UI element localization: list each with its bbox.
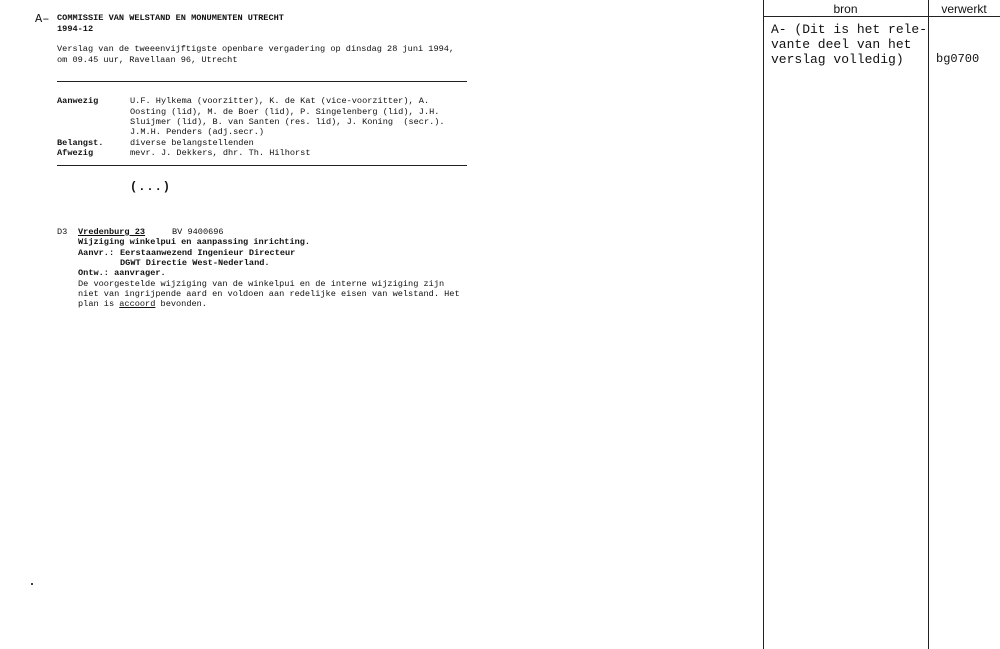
present-line-4: J.M.H. Penders (adj.secr.) [130, 127, 265, 137]
applicant-label: Aanvr.: [78, 248, 115, 258]
item-body-line-1: De voorgestelde wijziging van de winkelpui en de interne wijziging zijn [78, 279, 445, 289]
item-body-line-3-end: bevonden. [155, 299, 207, 309]
column-header-verwerkt: verwerkt [941, 2, 987, 16]
table-column-divider [928, 0, 929, 649]
meeting-intro-line-1: Verslag van de tweeenvijftigste openbare vergadering op dinsdag 28 juni 1994, [57, 44, 455, 54]
accord-word: accoord [119, 299, 156, 309]
scan-speck [31, 583, 33, 585]
item-address: Vredenburg 23 [78, 227, 146, 237]
applicant-line-1: Eerstaanwezend Ingenieur Directeur [120, 248, 296, 258]
item-body-line-3-start: plan is [78, 299, 120, 309]
item-bv-number: BV 9400696 [172, 227, 224, 237]
table-left-border [763, 0, 764, 649]
present-line-3: Sluijmer (lid), B. van Santen (res. lid), J. Koning (secr.). [130, 117, 445, 127]
divider-bottom [57, 165, 467, 166]
divider-top [57, 81, 467, 82]
bron-note-line-2: vante deel van het [771, 37, 912, 52]
applicant-line-2: DGWT Directie West-Nederland. [120, 258, 270, 268]
interested-value: diverse belangstellenden [130, 138, 254, 148]
meeting-intro-line-2: om 09.45 uur, Ravellaan 96, Utrecht [57, 55, 238, 65]
present-line-2: Oosting (lid), M. de Boer (lid), P. Singelenberg (lid), J.H. [130, 107, 440, 117]
document-reference: 1994-12 [57, 24, 94, 34]
interested-label: Belangst. [57, 138, 104, 148]
source-marker: A– [35, 12, 50, 26]
item-body-line-2: niet van ingrijpende aard en voldoen aan redelijke eisen van welstand. Het [78, 289, 460, 299]
item-title: Wijziging winkelpui en aanpassing inrichting. [78, 237, 311, 247]
bron-note-line-1: A- (Dit is het rele- [771, 22, 928, 37]
omission-ellipsis: (...) [130, 180, 172, 194]
designer-line: Ontw.: aanvrager. [78, 268, 166, 278]
item-code: D3 [57, 227, 68, 237]
verwerkt-code: bg0700 [936, 52, 980, 66]
item-body-line-3 [78, 299, 207, 309]
present-line-1: U.F. Hylkema (voorzitter), K. de Kat (vice-voorzitter), A. [130, 96, 430, 106]
column-header-bron: bron [833, 2, 858, 16]
absent-label: Afwezig [57, 148, 94, 158]
table-header-divider [763, 16, 1000, 17]
bron-note-line-3: verslag volledig) [771, 52, 904, 67]
absent-value: mevr. J. Dekkers, dhr. Th. Hilhorst [130, 148, 311, 158]
present-label: Aanwezig [57, 96, 99, 106]
organization-name: COMMISSIE VAN WELSTAND EN MONUMENTEN UTRECHT [57, 13, 284, 23]
